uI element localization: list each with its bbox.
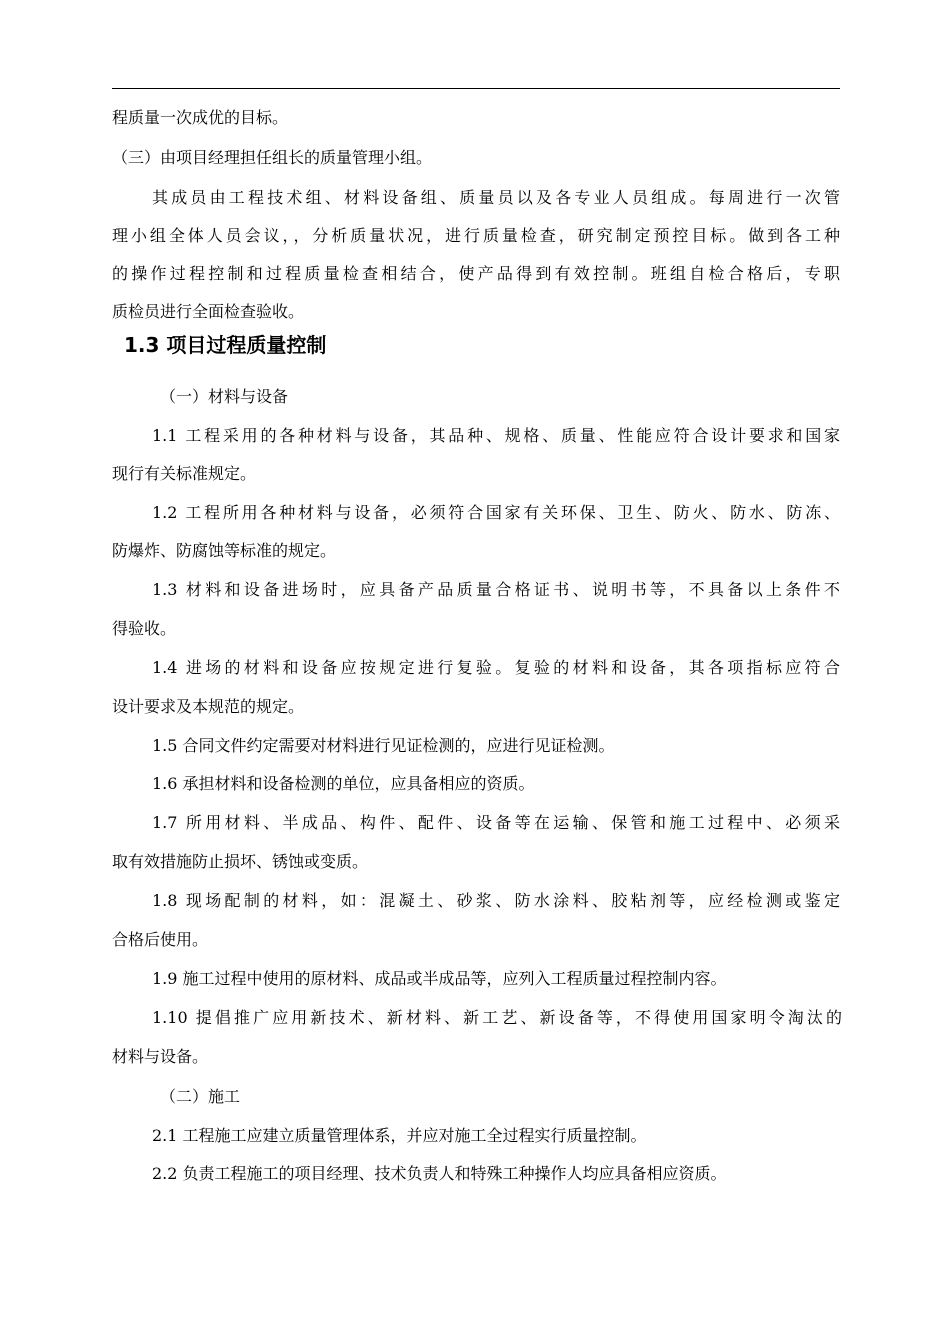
- paragraph-line: 1.6 承担材料和设备检测的单位，应具备相应的资质。: [152, 774, 535, 793]
- paragraph-line: 现行有关标准规定。: [112, 464, 257, 483]
- paragraph-line: 理小组全体人员会议，，分析质量状况，进行质量检查，研究制定预控目标。做到各工种: [112, 226, 840, 245]
- header-rule: [112, 88, 840, 89]
- subsection-title: （一）材料与设备: [160, 387, 289, 406]
- paragraph-line: 程质量一次成优的目标。: [112, 108, 289, 127]
- paragraph-line: 1.3 材料和设备进场时，应具备产品质量合格证书、说明书等，不具备以上条件不: [152, 580, 840, 599]
- paragraph-line: 1.5 合同文件约定需要对材料进行见证检测的，应进行见证检测。: [152, 736, 615, 755]
- paragraph-line: 1.7 所用材料、半成品、构件、配件、设备等在运输、保管和施工过程中、必须采: [152, 813, 840, 832]
- paragraph-line: 质检员进行全面检查验收。: [112, 302, 305, 321]
- paragraph-line: 1.9 施工过程中使用的原材料、成品或半成品等，应列入工程质量过程控制内容。: [152, 969, 727, 988]
- paragraph-line: 合格后使用。: [112, 930, 209, 949]
- section-heading: 1.3 项目过程质量控制: [124, 333, 327, 357]
- paragraph-line: 1.4 进场的材料和设备应按规定进行复验。复验的材料和设备，其各项指标应符合: [152, 658, 840, 677]
- paragraph-line: 得验收。: [112, 619, 177, 638]
- paragraph-line: 其成员由工程技术组、材料设备组、质量员以及各专业人员组成。每周进行一次管: [152, 188, 840, 207]
- paragraph-line: 的操作过程控制和过程质量检查相结合，使产品得到有效控制。班组自检合格后，专职: [112, 264, 840, 283]
- paragraph-line: 防爆炸、防腐蚀等标准的规定。: [112, 541, 337, 560]
- list-item-3: （三）由项目经理担任组长的质量管理小组。: [112, 148, 433, 167]
- paragraph-line: 1.10 提倡推广应用新技术、新材料、新工艺、新设备等，不得使用国家明令淘汰的: [152, 1008, 842, 1027]
- paragraph-line: 1.1 工程采用的各种材料与设备，其品种、规格、质量、性能应符合设计要求和国家: [152, 426, 840, 445]
- paragraph-line: 2.1 工程施工应建立质量管理体系，并应对施工全过程实行质量控制。: [152, 1126, 647, 1145]
- paragraph-line: 取有效措施防止损坏、锈蚀或变质。: [112, 852, 369, 871]
- paragraph-line: 设计要求及本规范的规定。: [112, 697, 305, 716]
- subsection-title: （二）施工: [160, 1087, 241, 1106]
- paragraph-line: 材料与设备。: [112, 1047, 209, 1066]
- paragraph-line: 2.2 负责工程施工的项目经理、技术负责人和特殊工种操作人均应具备相应资质。: [152, 1164, 727, 1183]
- paragraph-line: 1.8 现场配制的材料，如：混凝土、砂浆、防水涂料、胶粘剂等，应经检测或鉴定: [152, 891, 840, 910]
- paragraph-line: 1.2 工程所用各种材料与设备，必须符合国家有关环保、卫生、防火、防水、防冻、: [152, 503, 840, 522]
